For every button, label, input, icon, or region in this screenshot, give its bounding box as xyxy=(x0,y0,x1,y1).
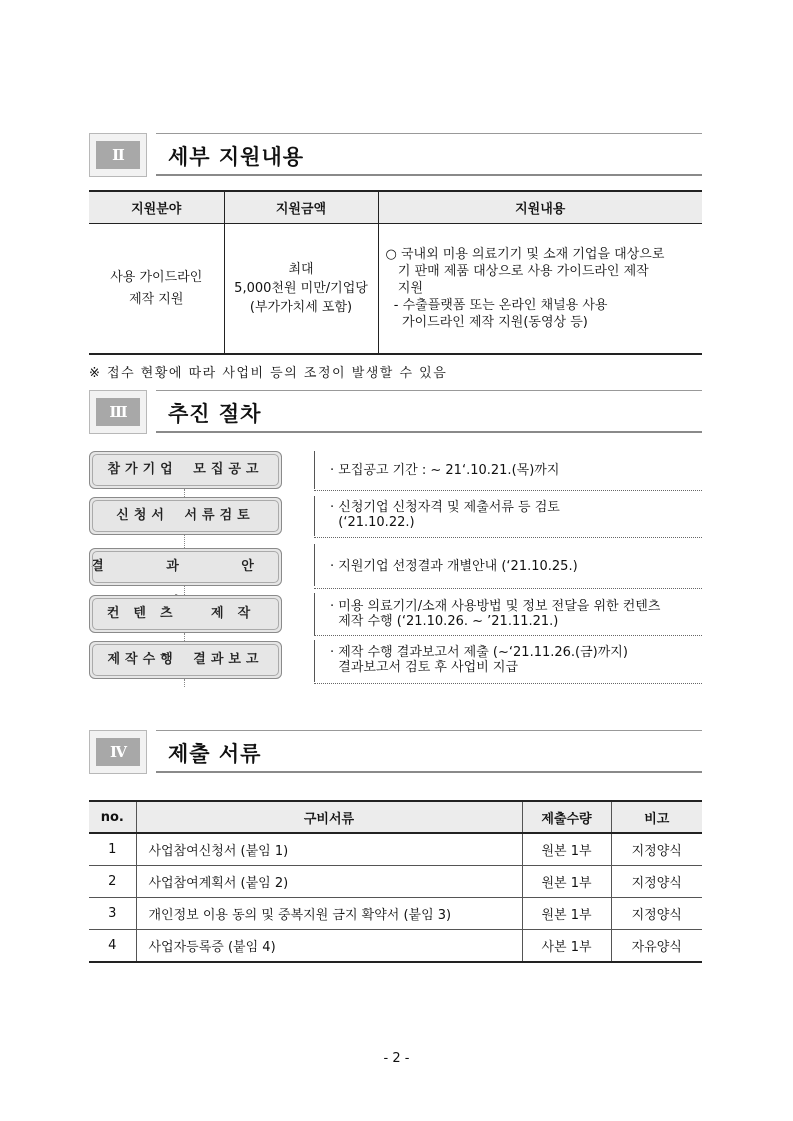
support-amount-line: (부가가치세 포함) xyxy=(249,300,353,315)
table-header-row xyxy=(89,801,702,833)
step-document-review xyxy=(89,497,282,535)
section-4-numeral: Ⅳ xyxy=(96,738,140,766)
section-4-top-rule xyxy=(156,730,702,731)
step-desc-line: · 미용 의료기기/소재 사용방법 및 정보 전달을 위한 컨텐츠 xyxy=(330,599,661,614)
step-desc-line: (‘21.10.22.) xyxy=(330,515,415,530)
row-document: 사업자등록증 (붙임 4) xyxy=(136,930,522,963)
desc-bar xyxy=(314,544,315,586)
row-remarks: 자유양식 xyxy=(611,930,702,963)
support-details-table xyxy=(89,190,702,355)
step-desc-line: 제작 수행 (‘21.10.26. ~ ’21.11.21.) xyxy=(330,614,559,629)
table-row xyxy=(89,866,702,898)
section-3-bottom-rule xyxy=(156,431,702,433)
step-inner-frame xyxy=(92,644,279,676)
section-3-top-rule xyxy=(156,390,702,391)
section-2-bottom-rule xyxy=(156,174,702,176)
section-3-numeral: Ⅲ xyxy=(96,398,140,426)
header-document: 구비서류 xyxy=(136,801,522,833)
row-quantity: 사본 1부 xyxy=(522,930,611,963)
support-amount-line: 5,000천원 미만/기업당 xyxy=(234,281,368,296)
step-label: 결 과 안 xyxy=(91,559,280,574)
step-label: 컨텐츠 제작 xyxy=(106,606,265,621)
support-content-line: 기 판매 제품 대상으로 사용 가이드라인 제작 xyxy=(385,264,649,279)
row-quantity: 원본 1부 xyxy=(522,866,611,898)
step-desc-line: · 신청기업 신청자격 및 제출서류 등 검토 xyxy=(330,500,560,515)
support-field-line: 사용 가이드라인 xyxy=(110,269,203,285)
step-inner-frame xyxy=(92,598,279,630)
header-amount: 지원금액 xyxy=(224,191,378,224)
step-inner-frame xyxy=(92,454,279,486)
row-remarks: 지정양식 xyxy=(611,833,702,866)
step-desc xyxy=(330,599,660,629)
row-document: 사업참여신청서 (붙임 1) xyxy=(136,833,522,866)
support-content-line: 지원 xyxy=(385,281,424,296)
table-row xyxy=(89,224,702,355)
header-field: 지원분야 xyxy=(89,191,224,224)
section-3-number-box xyxy=(89,390,147,434)
section-3-title: 추진 절차 xyxy=(168,402,262,426)
section-4-number-box xyxy=(89,730,147,774)
step-desc-line: 결과보고서 검토 후 사업비 지급 xyxy=(330,660,519,675)
header-quantity: 제출수량 xyxy=(522,801,611,833)
header-remarks: 비고 xyxy=(611,801,702,833)
step-result-notice xyxy=(89,548,282,586)
step-content-production xyxy=(89,595,282,633)
row-no: 3 xyxy=(89,898,136,930)
required-documents-table xyxy=(89,800,702,963)
step-recruitment xyxy=(89,451,282,489)
row-no: 4 xyxy=(89,930,136,963)
support-content-line: ○ 국내외 미용 의료기기 및 소재 기업을 대상으로 xyxy=(385,247,665,262)
section-2-numeral: Ⅱ xyxy=(96,141,140,169)
desc-bar xyxy=(314,640,315,682)
header-no: no. xyxy=(89,801,136,833)
support-amount-line: 최대 xyxy=(288,262,314,277)
row-no: 2 xyxy=(89,866,136,898)
support-field-line: 제작 지원 xyxy=(129,291,184,307)
step-inner-frame xyxy=(92,551,279,583)
step-label: 신청서 서류검토 xyxy=(116,508,255,523)
desc-divider xyxy=(314,683,702,684)
step-desc-line: · 모집공고 기간 : ~ 21‘.10.21.(목)까지 xyxy=(330,463,560,478)
row-remarks: 지정양식 xyxy=(611,898,702,930)
support-field-cell xyxy=(89,224,224,355)
step-desc-line: · 지원기업 선정결과 개별안내 (‘21.10.25.) xyxy=(330,559,578,574)
desc-divider xyxy=(314,588,702,589)
step-connector xyxy=(184,633,185,641)
step-label: 제작수행 결과보고 xyxy=(107,652,264,667)
support-content-cell xyxy=(378,224,702,355)
step-connector xyxy=(184,489,185,497)
desc-bar xyxy=(314,451,315,489)
table-row xyxy=(89,930,702,963)
desc-divider xyxy=(314,635,702,636)
section-2-number-box xyxy=(89,133,147,177)
step-desc xyxy=(330,463,559,478)
section-4-title: 제출 서류 xyxy=(168,742,262,766)
support-content-line: 가이드라인 제작 지원(동영상 등) xyxy=(385,315,588,330)
step-desc-line: · 제작 수행 결과보고서 제출 (~‘21.11.26.(금)까지) xyxy=(330,645,628,660)
page-number: - 2 - xyxy=(383,1051,410,1066)
row-quantity: 원본 1부 xyxy=(522,898,611,930)
step-connector xyxy=(184,535,185,548)
section-2-title: 세부 지원내용 xyxy=(168,145,305,169)
row-no: 1 xyxy=(89,833,136,866)
desc-bar xyxy=(314,496,315,536)
step-connector xyxy=(184,679,185,687)
step-inner-frame xyxy=(92,500,279,532)
table-row xyxy=(89,833,702,866)
step-desc xyxy=(330,559,578,574)
section-2-top-rule xyxy=(156,133,702,134)
row-document: 사업참여계획서 (붙임 2) xyxy=(136,866,522,898)
desc-divider xyxy=(314,537,702,538)
header-content: 지원내용 xyxy=(378,191,702,224)
row-document: 개인정보 이용 동의 및 중복지원 금지 확약서 (붙임 3) xyxy=(136,898,522,930)
row-quantity: 원본 1부 xyxy=(522,833,611,866)
support-amount-cell xyxy=(224,224,378,355)
support-content-line: - 수출플랫폼 또는 온라인 채널용 사용 xyxy=(385,298,608,313)
step-connector xyxy=(184,586,185,595)
row-remarks: 지정양식 xyxy=(611,866,702,898)
step-desc xyxy=(330,645,628,675)
desc-bar xyxy=(314,593,315,635)
table-header-row xyxy=(89,191,702,224)
section-4-bottom-rule xyxy=(156,771,702,773)
desc-divider xyxy=(314,490,702,491)
step-label: 참가기업 모집공고 xyxy=(107,462,264,477)
table-row xyxy=(89,898,702,930)
step-desc xyxy=(330,500,560,530)
adjustment-note: ※ 접수 현황에 따라 사업비 등의 조정이 발생할 수 있음 xyxy=(89,366,448,381)
step-result-report xyxy=(89,641,282,679)
